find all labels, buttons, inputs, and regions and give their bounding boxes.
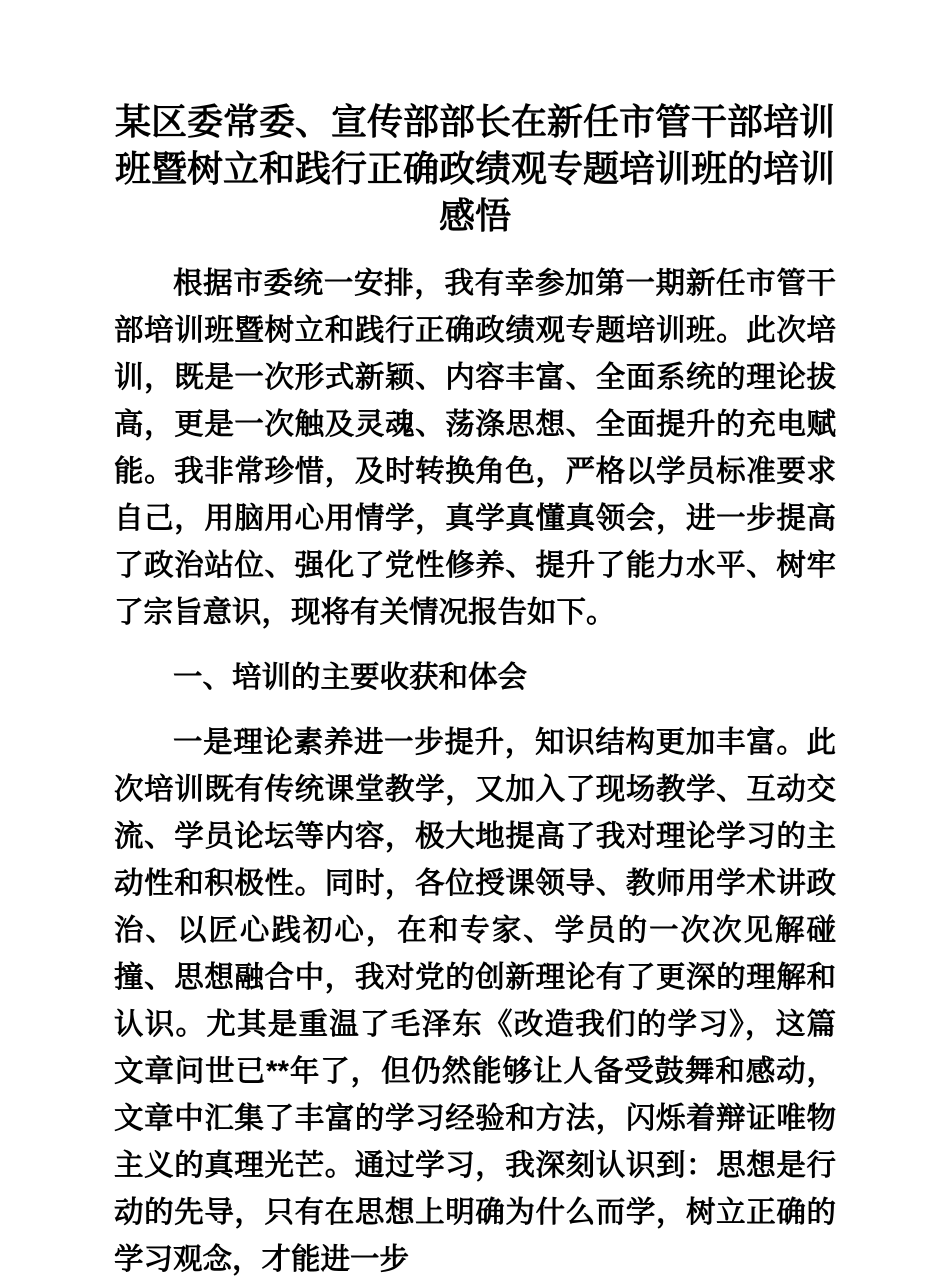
- section-heading-1: 一、培训的主要收获和体会: [173, 661, 528, 694]
- document-content-column: [114, 0, 836, 1283]
- body-paragraph-1: 根据市委统一安排，我有幸参加第一期新任市管干部培训班暨树立和践行正确政绩观专题培训班。此次培训，既是一次形式新颖、内容丰富、全面系统的理论拔高，更是一次触及灵魂、荡涤思想、全面提升的充电赋能。我非常珍惜，及时转换角色，严格以学员标准要求自己，用脑用心用情学，真学真懂真领会，进一步提高了政治站位、强化了党性修养、提升了能力水平、树牢了宗旨意识，现将有关情况报告如下。: [114, 267, 836, 629]
- body-paragraph-2: 一是理论素养进一步提升，知识结构更加丰富。此次培训既有传统课堂教学，又加入了现场教学、互动交流、学员论坛等内容，极大地提高了我对理论学习的主动性和积极性。同时，各位授课领导、教师用学术讲政治、以匠心践初心，在和专家、学员的一次次见解碰撞、思想融合中，我对党的创新理论有了更深的理解和认识。尤其是重温了毛泽东《改造我们的学习》，这篇文章问世已**年了，但仍然能够让人备受鼓舞和感动，文章中汇集了丰富的学习经验和方法，闪烁着辩证唯物主义的真理光芒。通过学习，我深刻认识到：思想是行动的先导，只有在思想上明确为什么而学，树立正确的学习观念，才能进一步: [114, 726, 836, 1276]
- page-title: 某区委常委、宣传部部长在新任市管干部培训班暨树立和践行正确政绩观专题培训班的培训感悟: [114, 101, 835, 236]
